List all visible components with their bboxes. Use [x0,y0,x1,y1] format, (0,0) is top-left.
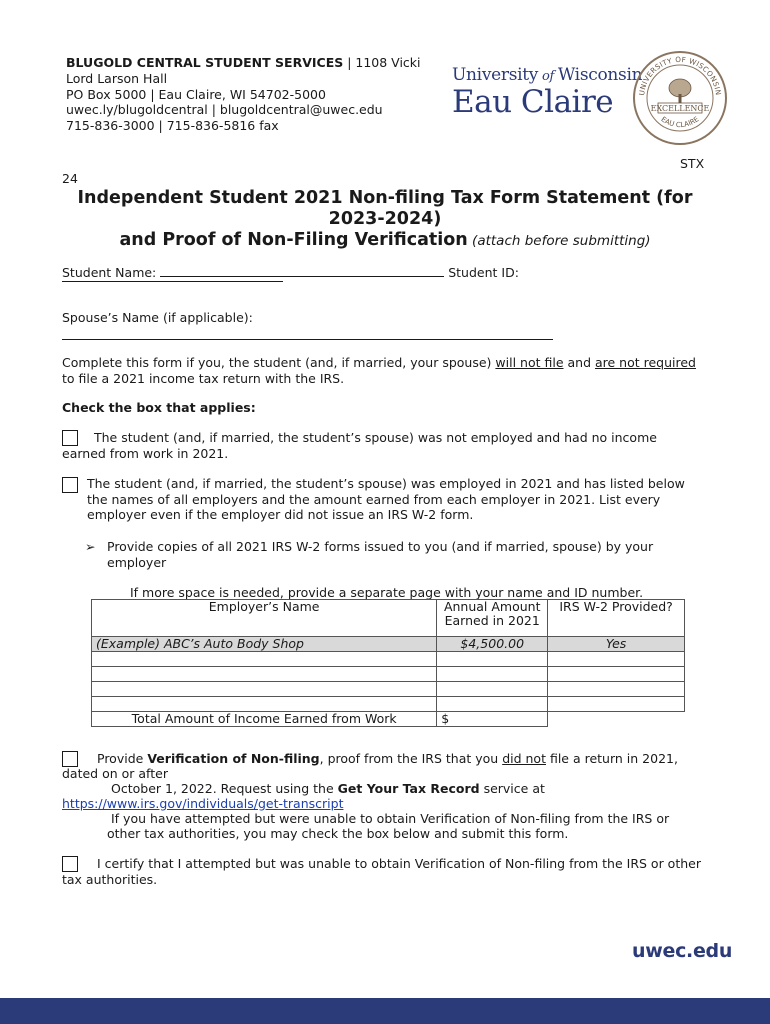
verification-line-6: other tax authorities, you may check the box below and submit this form. [107,826,569,841]
total-label: Total Amount of Income Earned from Work [92,712,437,727]
footer-url: uwec.edu [632,940,733,962]
office-name: BLUGOLD CENTRAL STUDENT SERVICES [66,55,344,70]
verification-line-1: Provide Verification of Non-filing, proof from the IRS that you did not file a return in 2021, [97,751,678,766]
spouse-name-field[interactable] [62,339,553,340]
total-amount-field[interactable]: $ [437,712,548,727]
seal-motto-text: EXCELLENCE [650,104,710,113]
footer-bar [0,998,770,1024]
option-1-line-1: The student (and, if married, the student’s spouse) was not employed and had no income [94,430,657,445]
example-employer: (Example) ABC’s Auto Body Shop [92,637,437,652]
col-header-w2: IRS W-2 Provided? [548,600,685,637]
title-subnote: (attach before submitting) [467,233,651,249]
student-name-label: Student Name: [62,265,161,280]
address-line-3: PO Box 5000 | Eau Claire, WI 54702-5000 [66,86,326,102]
table-row[interactable] [92,652,685,667]
university-wordmark: University of Wisconsin [452,65,643,85]
employer-table [91,599,685,727]
svg-text:EAU CLAIRE [660,115,701,129]
col-header-amount: Annual Amount Earned in 2021 [437,600,548,637]
table-row-example [92,637,685,652]
verification-checkbox[interactable] [62,751,78,767]
certify-checkbox[interactable] [62,856,78,872]
table-row[interactable] [92,697,685,712]
address-line-1: | 1108 Vicki [343,55,421,70]
spouse-name-label: Spouse’s Name (if applicable): [62,310,253,325]
eau-claire-wordmark: Eau Claire [452,84,614,120]
total-row [92,712,685,727]
no-income-checkbox[interactable] [62,430,78,446]
employed-checkbox[interactable] [62,477,78,493]
seal-bottom-text: EAU CLAIRE [659,115,701,130]
student-id-label: Student ID: [444,265,519,280]
student-name-field[interactable] [160,264,444,277]
student-name-row [62,264,519,281]
option-2-text: The student (and, if married, the student’s spouse) was employed in 2021 and has listed below the names of all employers and the amount earned from each employer in 2021. List every employer even if the employer did not issue an IRS W-2 form. [87,476,685,522]
office-address-block [66,55,436,134]
certify-line-2: tax authorities. [62,872,158,887]
form-title: Independent Student 2021 Non-filing Tax Form Statement (for 2023-2024) and Proof of Non-Filing Verification (attach before submitting) [77,188,693,250]
form-code: STX [680,156,705,171]
example-amount: $4,500.00 [437,637,548,652]
intro-paragraph: Complete this form if you, the student (and, if married, your spouse) will not file and are not required to file a 2021 income tax return with the IRS. [62,355,696,386]
option-1-line-2: earned from work in 2021. [62,446,229,461]
seal-top-text: UNIVERSITY OF WISCONSIN [637,54,723,97]
example-w2: Yes [548,637,685,652]
arrow-bullet-icon: ➢ [85,539,96,554]
verification-line-5: If you have attempted but were unable to obtain Verification of Non-filing from the IRS or [111,811,670,826]
space-note: If more space is needed, provide a separate page with your name and ID number. [130,585,644,600]
address-line-2: Lord Larson Hall [66,70,168,86]
verification-line-3: October 1, 2022. Request using the Get Your Tax Record service at [111,781,545,796]
contact-line: uwec.ly/blugoldcentral | blugoldcentral@uwec.edu [66,102,383,118]
verification-line-2: dated on or after [62,766,168,781]
certify-line-1: I certify that I attempted but was unable to obtain Verification of Non-filing from the IRS or other [97,856,701,871]
phone-line: 715-836-3000 | 715-836-5816 fax [66,118,279,134]
table-row[interactable] [92,682,685,697]
col-header-employer: Employer’s Name [92,600,437,637]
check-heading: Check the box that applies: [62,400,256,415]
student-id-field[interactable] [62,281,283,282]
university-seal-icon [632,50,728,146]
form-number: 24 [62,171,78,186]
table-row[interactable] [92,667,685,682]
w2-instruction: Provide copies of all 2021 IRS W-2 forms issued to you (and if married, spouse) by your employer [107,539,654,570]
irs-transcript-link[interactable]: https://www.irs.gov/individuals/get-transcript [62,796,344,811]
table-header-row [92,600,685,637]
